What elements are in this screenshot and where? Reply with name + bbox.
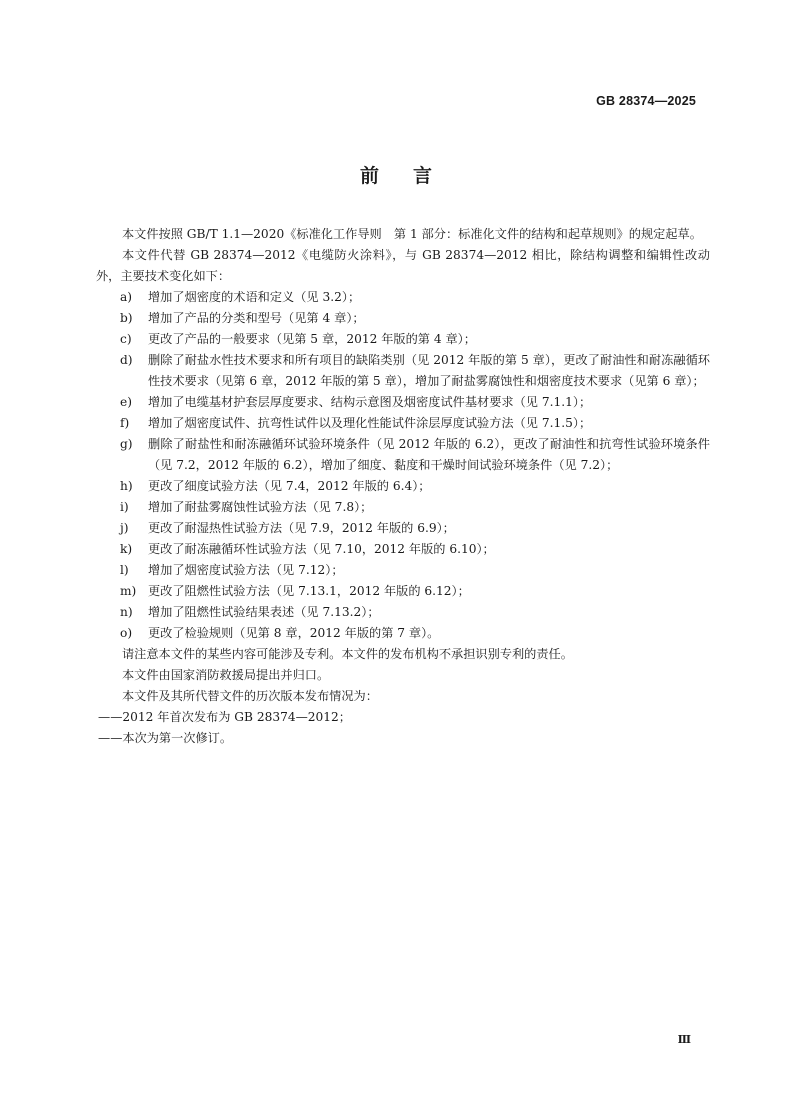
paragraph-replacement: 本文件代替 GB 28374—2012《电缆防火涂料》，与 GB 28374—2012 相比，除结构调整和编辑性改动外，主要技术变化如下： — [96, 248, 710, 283]
list-item-marker: a) — [120, 290, 133, 304]
list-item-marker: k) — [120, 542, 133, 556]
list-item — [96, 518, 710, 539]
history-line: ——本次为第一次修订。 — [98, 731, 233, 745]
list-item-text: 增加了烟密度试件、抗弯性试件以及理化性能试件涂层厚度试验方法（见 7.1.5）； — [148, 416, 592, 430]
technical-changes-list — [96, 287, 710, 644]
list-item-text: 更改了细度试验方法（见 7.4，2012 年版的 6.4）； — [148, 479, 431, 493]
list-item — [96, 287, 710, 308]
page-title: 前言 — [359, 165, 466, 187]
list-item — [96, 497, 710, 518]
list-item-marker: l) — [120, 563, 129, 577]
list-item — [96, 602, 710, 623]
list-item-text: 增加了阻燃性试验结果表述（见 7.13.2）； — [148, 605, 380, 619]
list-item-marker: c) — [120, 332, 132, 346]
list-item-marker: b) — [120, 311, 133, 325]
list-item-text: 更改了耐冻融循环性试验方法（见 7.10，2012 年版的 6.10）； — [148, 542, 495, 556]
page-number: Ⅲ — [677, 1033, 691, 1046]
list-item-marker: h) — [120, 479, 133, 493]
list-item-text: 增加了电缆基材护套层厚度要求、结构示意图及烟密度试件基材要求（见 7.1.1）； — [148, 395, 592, 409]
list-item-marker: m) — [120, 584, 137, 598]
paragraph-drafting-rules: 本文件按照 GB/T 1.1—2020《标准化工作导则 第 1 部分：标准化文件的结构和起草规则》的规定起草。 — [122, 227, 702, 241]
list-item-text: 增加了产品的分类和型号（见第 4 章）； — [148, 311, 365, 325]
list-item-text: 更改了耐湿热性试验方法（见 7.9，2012 年版的 6.9）； — [148, 521, 455, 535]
list-item-text: 更改了阻燃性试验方法（见 7.13.1，2012 年版的 6.12）； — [148, 584, 470, 598]
list-item — [96, 539, 710, 560]
list-item-marker: e) — [120, 395, 132, 409]
list-item-marker: o) — [120, 626, 133, 640]
paragraph-proposer: 本文件由国家消防救援局提出并归口。 — [122, 668, 330, 682]
list-item-text: 更改了检验规则（见第 8 章，2012 年版的第 7 章）。 — [148, 626, 440, 640]
list-item-text: 删除了耐盐性和耐冻融循环试验环境条件（见 2012 年版的 6.2），更改了耐油性和抗弯性试验环境条件（见 7.2，2012 年版的 6.2），增加了细度、黏度和干燥时间试验环境条件（见 7.2）； — [148, 437, 710, 472]
paragraph-history-intro: 本文件及其所代替文件的历次版本发布情况为： — [122, 689, 378, 703]
history-line: ——2012 年首次发布为 GB 28374—2012； — [98, 710, 351, 724]
standard-number: GB 28374—2025 — [596, 94, 696, 108]
list-item-marker: g) — [120, 437, 133, 451]
list-item — [96, 350, 710, 392]
list-item — [96, 434, 710, 476]
paragraph-patent-notice: 请注意本文件的某些内容可能涉及专利。本文件的发布机构不承担识别专利的责任。 — [122, 647, 573, 661]
list-item-text: 增加了烟密度的术语和定义（见 3.2）； — [148, 290, 361, 304]
list-item — [96, 413, 710, 434]
list-item — [96, 581, 710, 602]
list-item-text: 增加了烟密度试验方法（见 7.12）； — [148, 563, 344, 577]
list-item-marker: n) — [120, 605, 133, 619]
list-item — [96, 560, 710, 581]
list-item-text: 更改了产品的一般要求（见第 5 章，2012 年版的第 4 章）； — [148, 332, 476, 346]
list-item-text: 删除了耐盐水性技术要求和所有项目的缺陷类别（见 2012 年版的第 5 章），更改了耐油性和耐冻融循环性技术要求（见第 6 章，2012 年版的第 5 章），增加了耐盐雾腐蚀性和烟密度技术要求（见第 6 章）； — [148, 353, 710, 388]
list-item — [96, 476, 710, 497]
list-item — [96, 623, 710, 644]
list-item — [96, 392, 710, 413]
list-item-text: 增加了耐盐雾腐蚀性试验方法（见 7.8）； — [148, 500, 373, 514]
list-item-marker: f) — [120, 416, 130, 430]
list-item-marker: d) — [120, 353, 133, 367]
list-item — [96, 308, 710, 329]
foreword-body — [96, 224, 710, 749]
list-item-marker: j) — [120, 521, 129, 535]
list-item-marker: i) — [120, 500, 129, 514]
list-item — [96, 329, 710, 350]
